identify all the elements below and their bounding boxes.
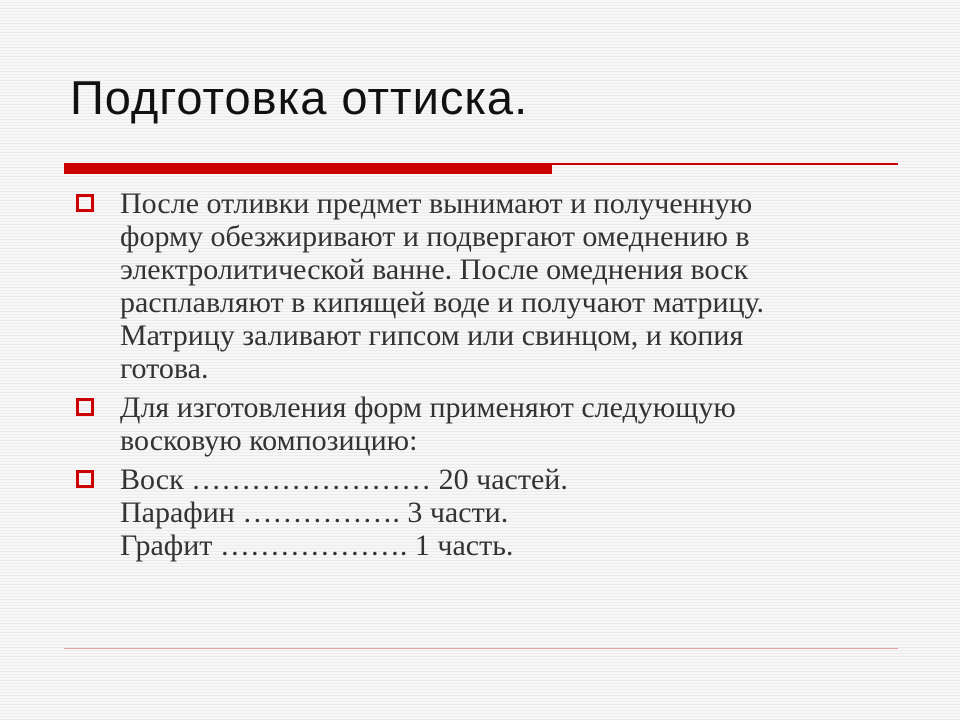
bullet-text-line: готова. <box>120 352 209 385</box>
title-underline-thick <box>64 164 552 174</box>
recipe-line-graphite: Графит ………………. 1 часть. <box>120 529 514 562</box>
square-bullet-icon <box>76 470 94 488</box>
recipe-line-paraffin: Парафин ……………. 3 части. <box>120 496 509 529</box>
bullet-item-wax-composition <box>76 391 886 457</box>
slide-title: Подготовка оттиска. <box>70 71 529 124</box>
square-bullet-icon <box>76 194 94 212</box>
footer-divider <box>64 648 898 649</box>
bullet-text-line: Матрицу заливают гипсом или свинцом, и копия <box>120 319 744 352</box>
bullet-text-line: электролитической ванне. После омеднения воск <box>120 253 749 286</box>
recipe-line-wax: Воск …………………… 20 частей. <box>120 463 568 496</box>
bullet-text-line: Для изготовления форм применяют следующую <box>120 391 736 424</box>
bullet-list <box>76 187 886 568</box>
square-bullet-icon <box>76 398 94 416</box>
bullet-item-recipe <box>76 463 886 562</box>
bullet-text-line: восковую композицию: <box>120 424 418 457</box>
bullet-text-line: расплавляют в кипящей воде и получают матрицу. <box>120 286 765 319</box>
bullet-text-line: После отливки предмет вынимают и полученную <box>120 187 753 220</box>
bullet-item-galvanoplasty <box>76 187 886 385</box>
bullet-text-line: форму обезжиривают и подвергают омеднению в <box>120 220 750 253</box>
